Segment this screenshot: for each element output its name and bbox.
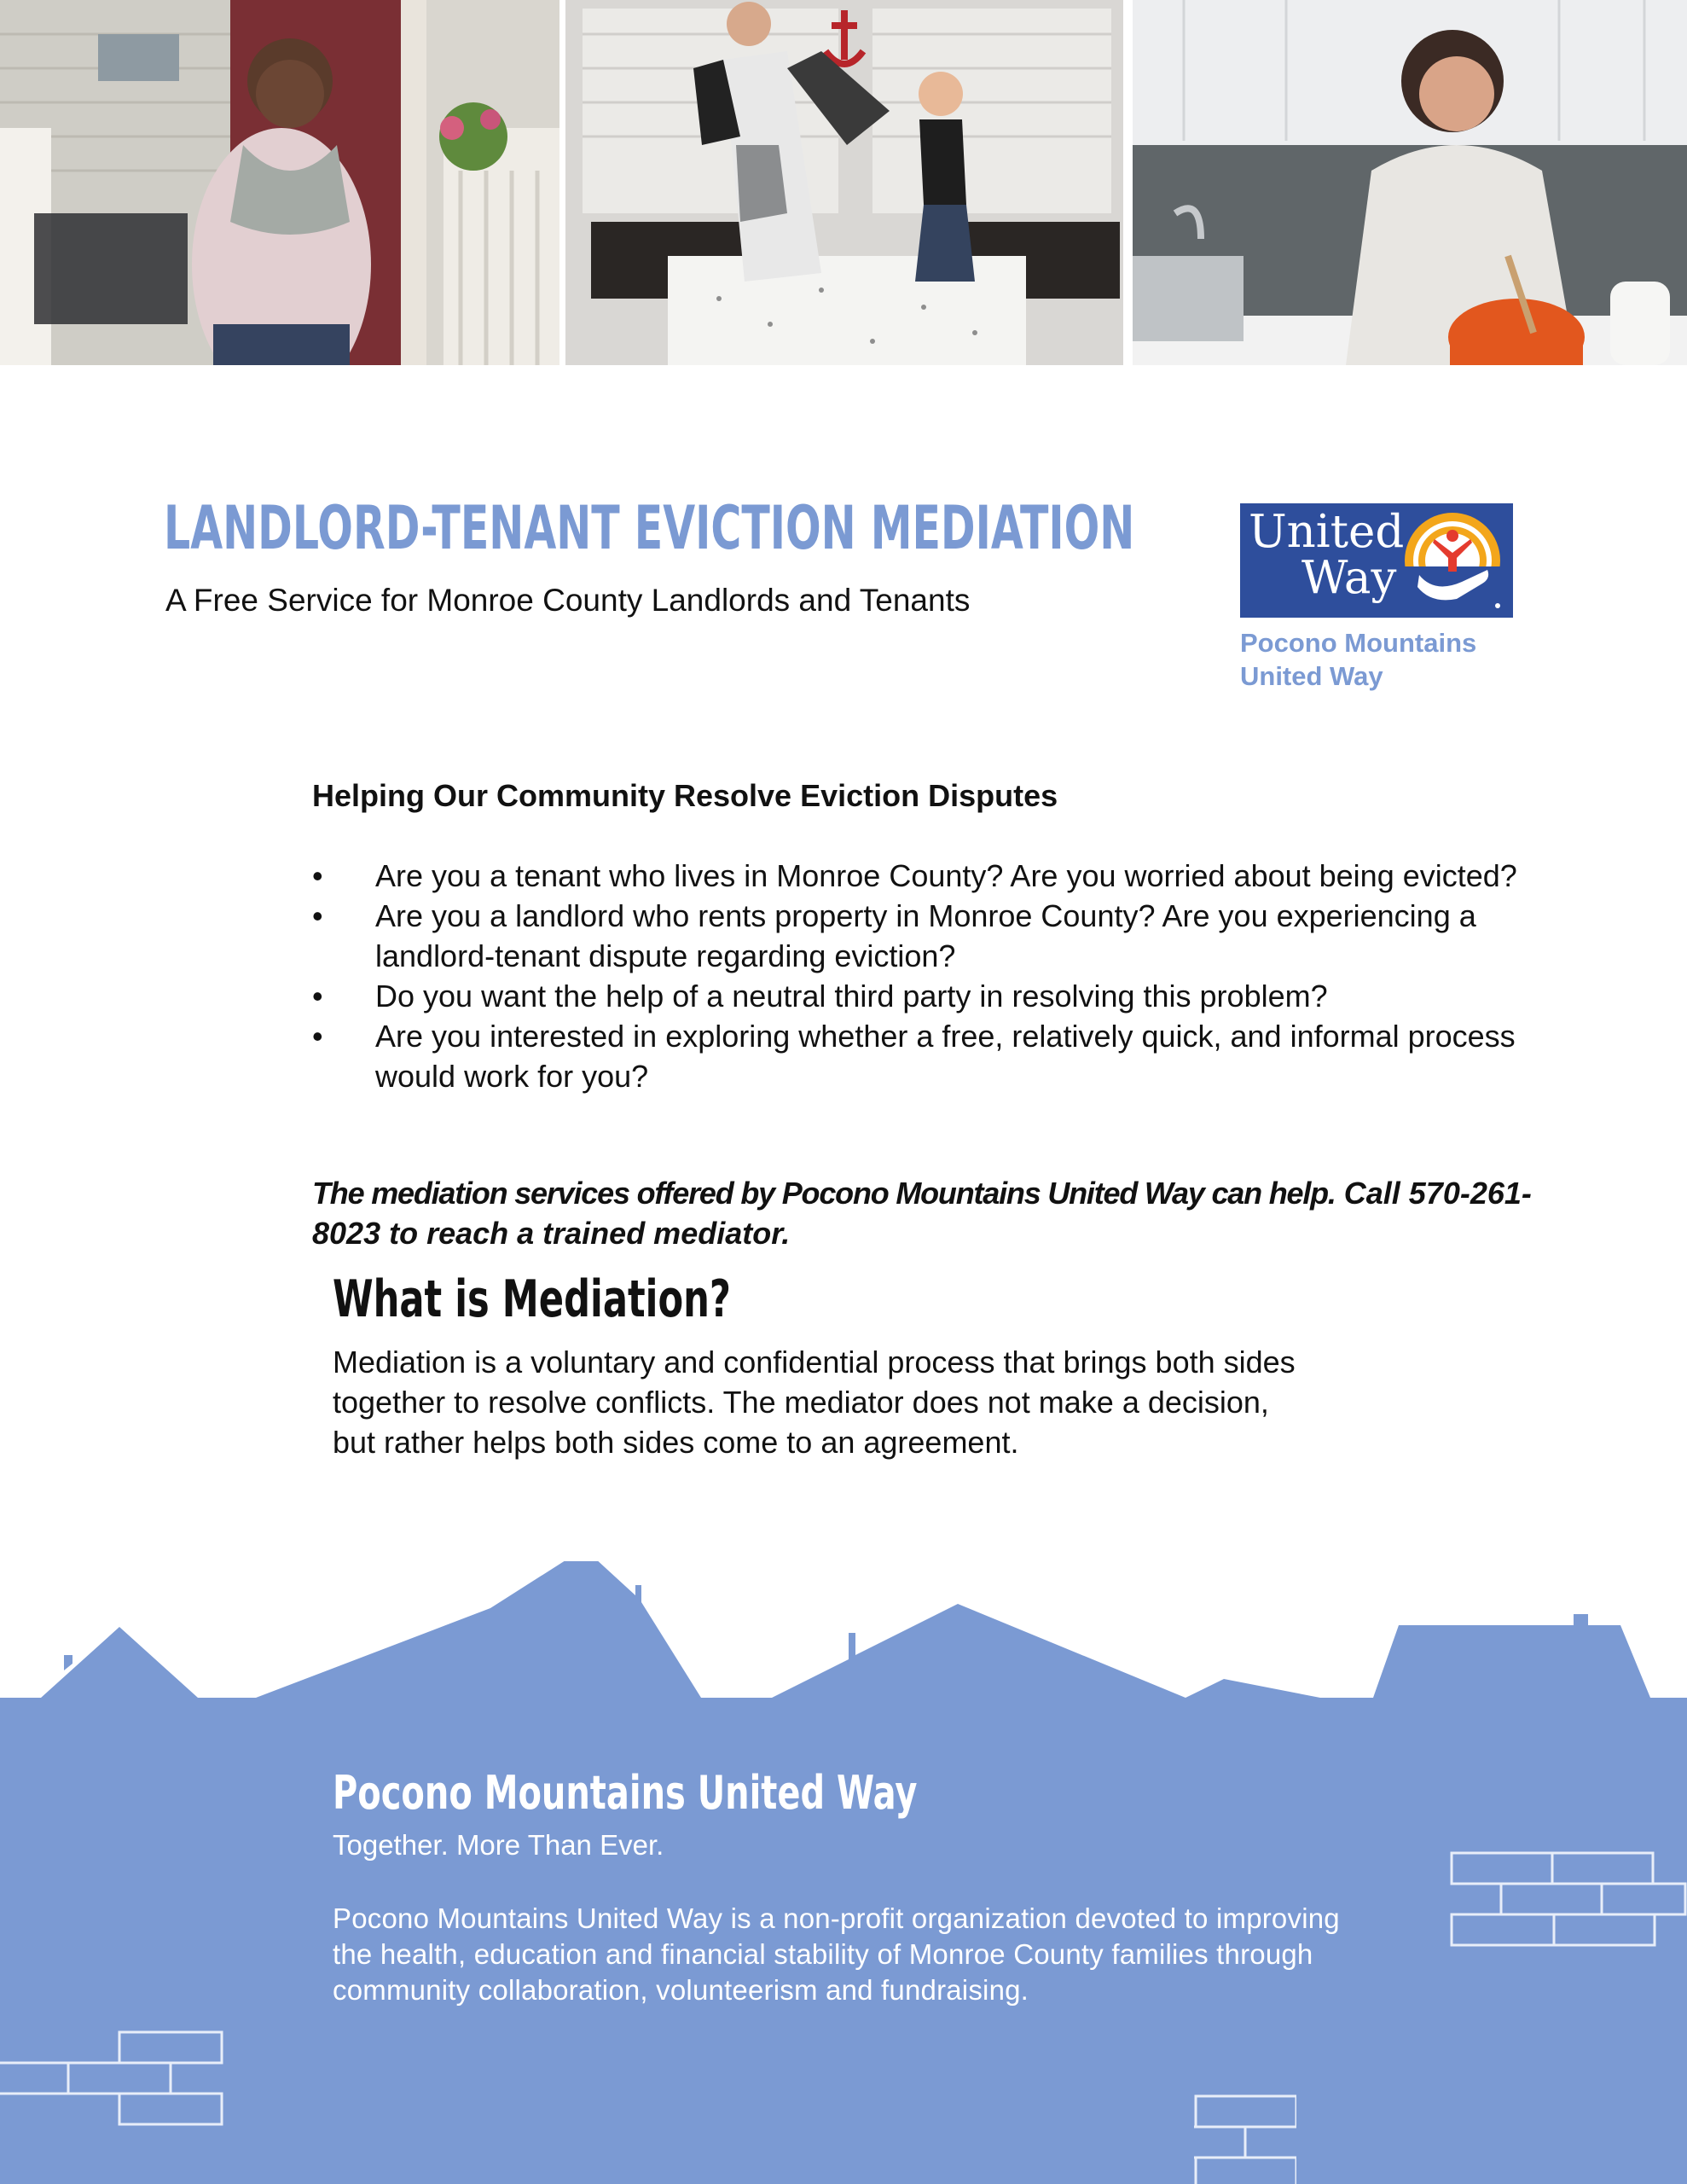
bullet-symbol: •	[312, 1019, 323, 1054]
list-item	[312, 856, 1557, 896]
footer-description: Pocono Mountains United Way is a non-profit organization devoted to improving the health, education and financial stability of Monroe County families through community collaboration, volunteerism and fundraising.	[333, 1902, 1340, 2006]
brick-pattern-icon	[0, 2030, 227, 2133]
united-way-logo	[1240, 503, 1513, 693]
logo-word-way: Way	[1301, 552, 1397, 604]
photo-strip	[0, 0, 1687, 365]
bullet-symbol: •	[312, 979, 323, 1014]
bullet-text: Do you want the help of a neutral third party in resolving this problem?	[375, 979, 1328, 1014]
photo-pillow-fight	[565, 0, 1123, 365]
photo-kitchen	[1133, 0, 1687, 365]
logo-word-united: United	[1249, 506, 1405, 558]
what-is-mediation-text: Mediation is a voluntary and confidential process that brings both sides together to resolve conflicts. The mediator does not make a decision, but rather helps both sides come to an agreement.	[333, 1345, 1296, 1460]
logo-caption	[1240, 626, 1513, 693]
page-title: LANDLORD-TENANT EVICTION MEDIATION	[164, 493, 1135, 563]
photo-porch	[0, 0, 559, 365]
bullet-symbol: •	[312, 898, 323, 933]
call-to-action	[312, 1173, 1557, 1253]
list-item	[312, 976, 1557, 1016]
bullet-text: Are you interested in exploring whether a free, relatively quick, and informal process would work for you?	[375, 1019, 1516, 1094]
logo-caption-line-1: Pocono Mountains	[1240, 628, 1477, 658]
list-item	[312, 896, 1557, 976]
bullet-text: Are you a landlord who rents property in Monroe County? Are you experiencing a landlord-tenant dispute regarding eviction?	[375, 898, 1476, 973]
brick-pattern-icon	[1194, 2094, 1296, 2184]
house-skyline-band	[0, 1561, 1687, 2184]
footer-organization-name: Pocono Mountains United Way	[333, 1766, 918, 1820]
united-way-emblem-icon	[1400, 510, 1504, 611]
list-item	[312, 1016, 1557, 1096]
logo-box	[1240, 503, 1513, 618]
bullet-symbol: •	[312, 858, 323, 893]
what-is-mediation-heading: What is Mediation?	[333, 1269, 731, 1329]
page-subtitle: A Free Service for Monroe County Landlords and Tenants	[165, 583, 971, 618]
cta-statement: The mediation services offered by Pocono Mountains United Way can help.	[312, 1176, 1336, 1211]
brick-pattern-icon	[1450, 1851, 1687, 1954]
section-heading: Helping Our Community Resolve Eviction Disputes	[312, 778, 1058, 813]
footer-tagline: Together. More Than Ever.	[333, 1829, 664, 1861]
logo-caption-line-2: United Way	[1240, 661, 1383, 691]
bullet-text: Are you a tenant who lives in Monroe County? Are you worried about being evicted?	[375, 858, 1517, 893]
bullet-list	[312, 856, 1557, 1096]
cta-phone: Call 570-261-8023 to reach a trained mediator.	[312, 1176, 1532, 1251]
